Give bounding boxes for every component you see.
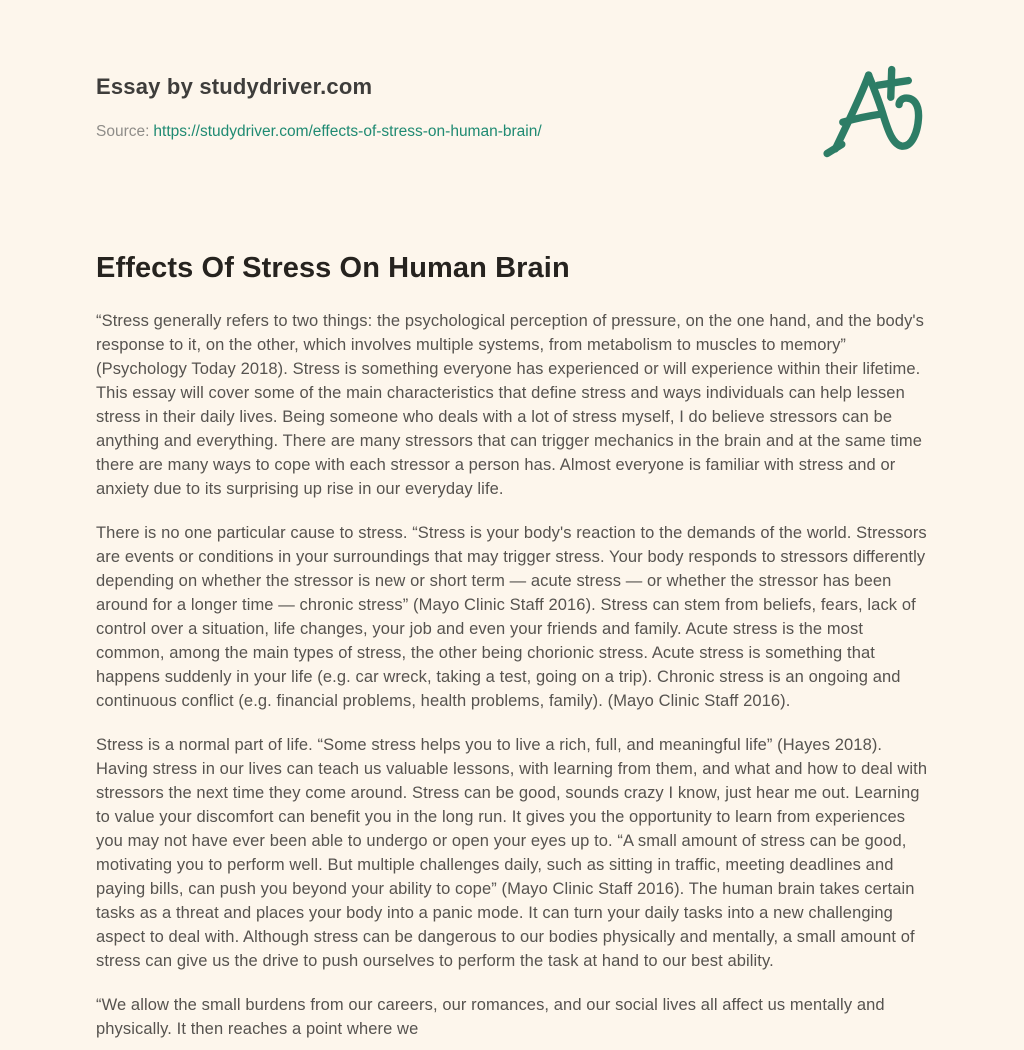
essay-paragraph-3: Stress is a normal part of life. “Some stress helps you to live a rich, full, and meaningful life” (Hayes 2018). Having stress in our lives can teach us valuable lessons, with learning from them, and what and how to deal with stressors the next time they come around. Stress can be good, sounds crazy I know, just hear me out. Learning to value your discomfort can benefit you in the long run. It gives you the opportunity to learn from experiences you may not have ever been able to undergo or open your eyes up to. “A small amount of stress can be good, motivating you to perform well. But multiple challenges daily, such as sitting in traffic, meeting deadlines and paying bills, can push you beyond your ability to cope” (Mayo Clinic Staff 2016). The human brain takes certain tasks as a threat and places your body into a panic mode. It can turn your daily tasks into a new challenging aspect to deal with. Although stress can be dangerous to our bodies physically and mentally, a small amount of stress can give us the drive to push ourselves to perform the task at hand to our best ability.: [96, 736, 928, 970]
essay-paragraph-2: There is no one particular cause to stress. “Stress is your body's reaction to the demands of the world. Stressors are events or conditions in your surroundings that may trigger stress. Your body responds to stressors differently depending on whether the stressor is new or short term — acute stress — or whether the stressor has been around for a longer time — chronic stress” (Mayo Clinic Staff 2016). Stress can stem from beliefs, fears, lack of control over a situation, life changes, your job and even your friends and family. Acute stress is the most common, among the main types of stress, the other being chorionic stress. Acute stress is something that happens suddenly in your life (e.g. car wreck, taking a test, going on a trip). Chronic stress is an ongoing and continuous conflict (e.g. financial problems, health problems, family). (Mayo Clinic Staff 2016).: [96, 524, 927, 710]
a-plus-logo-icon: [816, 58, 936, 166]
source-link[interactable]: https://studydriver.com/effects-of-stress-on-human-brain/: [153, 123, 542, 140]
essay-paragraph-4: “We allow the small burdens from our careers, our romances, and our social lives all affect us mentally and physically. It then reaches a point where we: [96, 996, 885, 1038]
essay-content: [96, 252, 929, 1050]
source-label: Source:: [96, 123, 150, 140]
essay-title: Effects Of Stress On Human Brain: [96, 252, 570, 284]
byline: Essay by studydriver.com: [96, 74, 373, 99]
essay-paragraph-1: “Stress generally refers to two things: the psychological perception of pressure, on the one hand, and the body's response to it, on the other, which involves multiple systems, from metabolism to muscles to memory” (Psychology Today 2018). Stress is something everyone has experienced or will experience within their lifetime. This essay will cover some of the main characteristics that define stress and ways individuals can help lessen stress in their daily lives. Being someone who deals with a lot of stress myself, I do believe stressors can be anything and everything. There are many stressors that can trigger mechanics in the brain and at the same time there are many ways to cope with each stressor a person has. Almost everyone is familiar with stress and or anxiety due to its surprising up rise in our everyday life.: [96, 312, 925, 498]
source-line: [96, 123, 542, 141]
